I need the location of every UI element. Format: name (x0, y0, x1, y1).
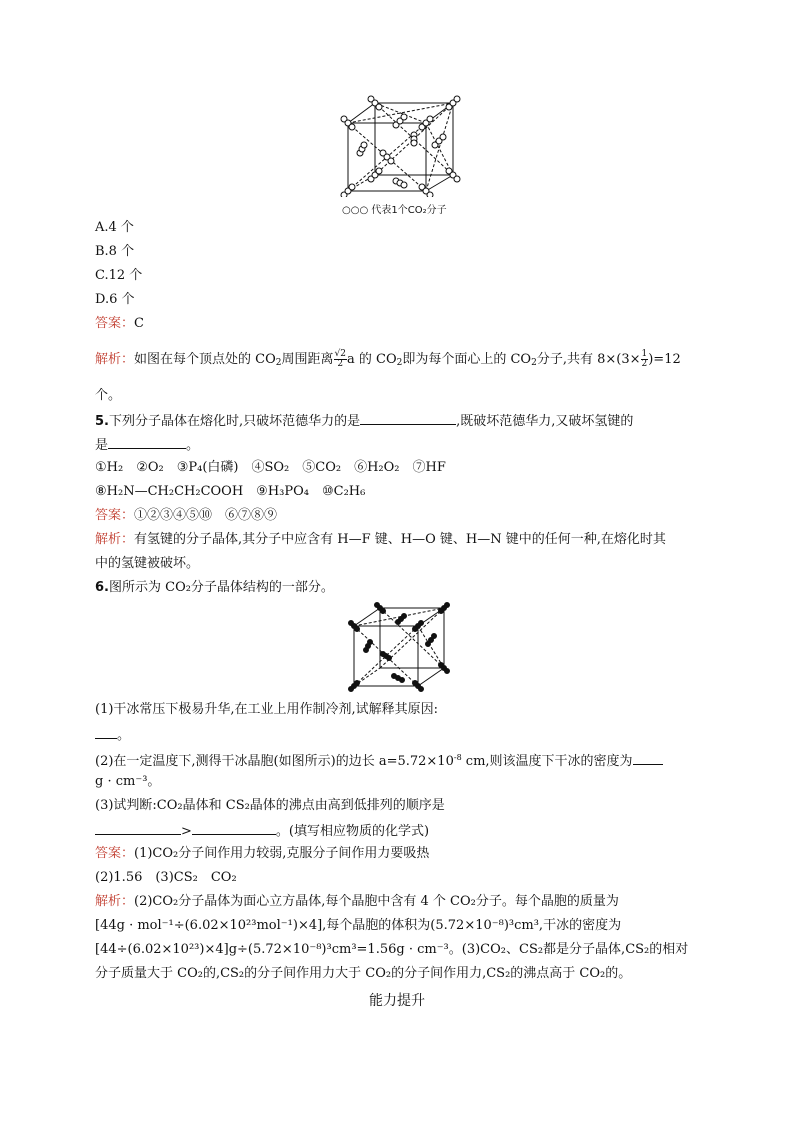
q4-analysis-cont: 个。 (95, 388, 122, 403)
fraction-denominator: 2 (641, 359, 648, 369)
q5-choices-2: ⑧H₂N—CH₂CH₂COOH ⑨H₃PO₄ ⑩C₂H₆ (95, 484, 366, 499)
fraction (334, 350, 347, 369)
co2-crystal-figure-2 (342, 600, 454, 692)
answer-blank[interactable] (360, 410, 456, 425)
q5-stem-text: ,既破坏范德华力,又破坏氢键的 (456, 414, 634, 429)
option-a: A.4 个 (95, 220, 134, 235)
answer-label: 答案： (95, 846, 135, 861)
analysis-text: (2)CO₂分子晶体为面心立方晶体,每个晶胞中含有 4 个 CO₂分子。每个晶胞的质量为 (134, 894, 619, 909)
q6-part1: (1)干冰常压下极易升华,在工业上用作制冷剂,试解释其原因: (95, 702, 439, 717)
fraction-numerator: √2 (334, 349, 346, 359)
q6-text: > (181, 824, 192, 839)
q4-answer (95, 314, 144, 334)
q6-analysis (95, 892, 619, 912)
analysis-text: 周围距离 (281, 352, 334, 367)
analysis-text: )=12 (648, 352, 681, 367)
q6-text: 。(填写相应物质的化学式) (275, 824, 430, 839)
q5-stem (95, 410, 633, 432)
q5-stem-text: 下列分子晶体在熔化时,只破坏范德华力的是 (108, 414, 361, 429)
q5-stem-text: 。 (186, 438, 200, 453)
figure-1-caption-text: 代表1个CO₂分子 (371, 205, 447, 216)
q6-part3: (3)试判断:CO₂晶体和 CS₂晶体的沸点由高到低排列的顺序是 (95, 798, 445, 813)
q6-answer (95, 844, 429, 864)
q5-answer (95, 506, 277, 526)
q6-part2-unit: g · cm⁻³。 (95, 774, 161, 789)
fraction-numerator: 1 (641, 349, 648, 359)
option-d: D.6 个 (95, 292, 135, 307)
analysis-text: 分子,共有 8×(3× (536, 352, 641, 367)
analysis-label: 解析： (95, 532, 135, 547)
answer-blank[interactable] (108, 434, 186, 449)
exponent: -8 (453, 753, 462, 762)
question-number: 5. (95, 414, 109, 429)
q6-analysis-3: [44÷(6.02×10²³)×4]g÷(5.72×10⁻⁸)³cm³=1.56g · cm⁻³。(3)CO₂、CS₂都是分子晶体,CS₂的相对 (95, 942, 689, 957)
q6-answer-2: (2)1.56 (3)CS₂ CO₂ (95, 870, 237, 885)
analysis-text: 有氢键的分子晶体,其分子中应含有 H—F 键、H—O 键、H—N 键中的任何一种,在熔化时其 (134, 532, 666, 547)
q6-part2 (95, 748, 663, 772)
figure-1-caption (342, 201, 447, 216)
q4-analysis: 解析：如图在每个顶点处的 $CO_2$周围距离 $\frac{√2}{2}$ a 的 $CO_2$即为每个面心上的 $CO_2$分子,共有 8×(3× $\frac{1}{2}$ )=12 (95, 349, 681, 369)
answer-blank[interactable] (192, 820, 276, 835)
answer-label: 答案： (95, 508, 135, 523)
analysis-label: 解析： (95, 352, 135, 367)
analysis-text: a 的 CO (346, 352, 397, 367)
analysis-text: 如图在每个顶点处的 CO (134, 352, 276, 367)
answer-blank[interactable] (633, 750, 663, 765)
option-b: B.8 个 (95, 244, 135, 259)
q6-part3-blanks (95, 820, 429, 842)
q5-choices-1: ①H₂ ②O₂ ③P₄(白磷) ④SO₂ ⑤CO₂ ⑥H₂O₂ ⑦HF (95, 460, 446, 475)
answer-blank[interactable] (95, 820, 181, 835)
analysis-text: 即为每个面心上的 CO (402, 352, 532, 367)
q5-stem-cont (95, 434, 199, 456)
question-number: 6. (95, 580, 109, 595)
co2-molecule-legend-icon: ○○○ (342, 205, 369, 216)
q5-stem-text: 是 (95, 438, 109, 453)
section-title: 能力提升 (369, 993, 425, 1009)
q6-analysis-4: 分子质量大于 CO₂的,CS₂的分子间作用力大于 CO₂的分子间作用力,CS₂的沸点高于 CO₂的。 (95, 966, 632, 981)
analysis-label: 解析： (95, 894, 135, 909)
q5-analysis (95, 530, 666, 550)
answer-value: (1)CO₂分子间作用力较弱,克服分子间作用力要吸热 (134, 846, 430, 861)
q6-stem-text: 图所示为 CO₂分子晶体结构的一部分。 (108, 580, 334, 595)
option-c: C.12 个 (95, 268, 143, 283)
answer-label: 答案： (95, 316, 135, 331)
q6-part1-blank-line (95, 724, 130, 746)
q6-analysis-2: [44g · mol⁻¹÷(6.02×10²³mol⁻¹)×4],每个晶胞的体积为(5.72×10⁻⁸)³cm³,干冰的密度为 (95, 918, 622, 933)
co2-crystal-figure-1 (330, 95, 465, 197)
q6-stem (95, 578, 334, 598)
answer-value: C (134, 316, 144, 331)
fraction-denominator: 2 (337, 359, 344, 369)
q6-text: 。 (117, 728, 131, 743)
answer-value: ①②③④⑤⑩ ⑥⑦⑧⑨ (134, 508, 278, 523)
q6-text: cm,则该温度下干冰的密度为 (461, 754, 633, 769)
q6-text: (2)在一定温度下,测得干冰晶胞(如图所示)的边长 a=5.72×10 (95, 754, 454, 769)
q5-analysis-cont: 中的氢键被破坏。 (95, 556, 200, 571)
answer-blank[interactable] (95, 724, 117, 739)
